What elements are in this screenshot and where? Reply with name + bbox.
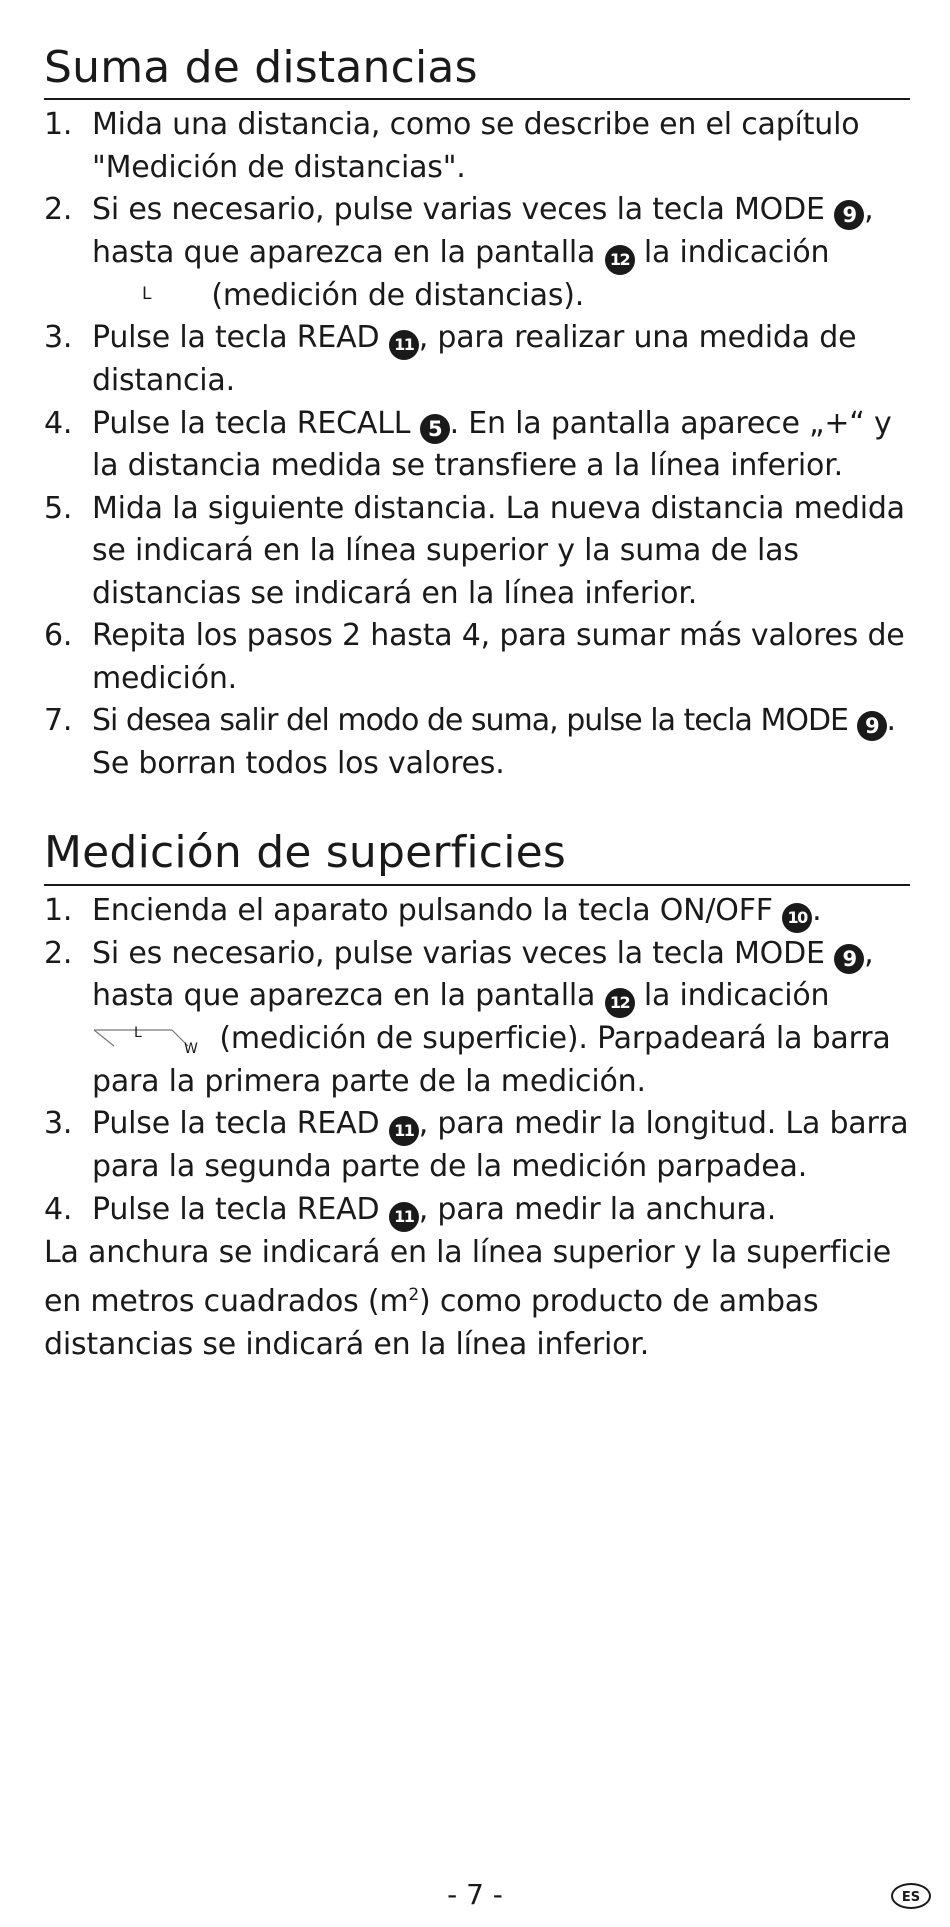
lcd-symbol-w: W [184,1041,198,1058]
section-title: Suma de distancias [44,44,910,100]
step-text: la indicación [634,978,830,1014]
marker-read-icon: 11 [389,1202,419,1232]
step-text: , para medir la longitud. La barra para la segunda parte de la medición parpadea. [92,1106,909,1185]
step-text: Mida una distancia, como se describe en el capítulo "Medición de distancias". [92,107,860,185]
area-mode-icon [92,1020,210,1058]
step-number: 3. [44,1106,73,1142]
step-text: Pulse la tecla READ [92,1106,389,1142]
step-text: . En la pantalla aparece „+“ y la distancia medida se transfiere a la línea inferior. [92,405,892,484]
list-item [44,615,910,700]
list-item [44,1189,910,1232]
step-text: , hasta que aparezca en la pantalla [92,935,874,1014]
step-text: , hasta que aparezca en la pantalla [92,192,874,270]
lcd-symbol-l: L [134,1025,142,1042]
section-medicion-superficies [44,829,910,1366]
step-number: 4. [44,405,73,441]
list-item [44,104,910,189]
result-paragraph [44,1232,910,1367]
step-text: . [812,892,822,928]
step-text: Encienda el aparato pulsando la tecla ON/OFF [92,892,783,928]
step-number: 3. [44,320,73,356]
step-number: 4. [44,1191,73,1227]
step-number: 7. [44,703,73,739]
list-item [44,933,910,1104]
step-text: (medición de distancias). [202,277,585,313]
marker-recall-icon: 5 [420,414,450,444]
step-text: Se borran todos los valores. [92,745,505,781]
step-number: 2. [44,192,73,228]
marker-read-icon: 11 [389,330,419,360]
steps-list [44,104,910,785]
step-number: 1. [44,892,73,928]
marker-mode-icon: 9 [834,944,864,974]
marker-onoff-icon: 10 [782,903,812,933]
step-text: Mida la siguiente distancia. La nueva distancia medida se indicará en la línea superior y la suma de las distancias se indicará en la línea inferior. [92,490,905,611]
list-item [44,403,910,488]
step-text: Si desea salir del modo de suma, pulse la tecla MODE [92,703,857,739]
step-text: , para realizar una medida de distancia. [92,320,857,399]
lcd-symbol-l: L [142,283,152,304]
paragraph-text: ) como producto de ambas distancias se indicará en la línea inferior. [44,1284,819,1362]
step-text: Pulse la tecla RECALL [92,405,420,441]
step-text: . [886,703,896,739]
superscript-2: 2 [408,1285,420,1306]
section-title: Medición de superficies [44,829,910,885]
step-text: la indicación [634,234,830,270]
step-number: 1. [44,107,73,143]
paragraph-text: La anchura se indicará en la línea superior y la superficie en metros cuadrados (m [44,1234,892,1320]
step-text: (medición de superficie). Parpadeará la barra para la primera parte de la medición. [92,1021,891,1099]
step-number: 5. [44,490,73,526]
step-text: Pulse la tecla READ [92,1191,389,1227]
distance-mode-icon [92,277,202,307]
step-text: Si es necesario, pulse varias veces la tecla MODE [92,935,835,971]
step-text: Repita los pasos 2 hasta 4, para sumar más valores de medición. [92,618,905,696]
step-number: 2. [44,935,73,971]
step-number: 6. [44,618,73,654]
marker-display-icon: 12 [605,988,635,1018]
language-badge: ES [891,1883,931,1909]
list-item [44,189,910,317]
list-item [44,890,910,933]
step-text: Si es necesario, pulse varias veces la tecla MODE [92,192,835,228]
marker-display-icon: 12 [605,245,635,275]
list-item [44,1103,910,1189]
list-item [44,488,910,616]
manual-page [44,44,910,1366]
step-text: , para medir la anchura. [418,1191,777,1227]
section-suma-distancias [44,44,910,785]
steps-list [44,890,910,1232]
page-number: - 7 - [447,1878,503,1911]
marker-mode-icon: 9 [834,200,864,230]
marker-mode-icon: 9 [857,711,887,741]
marker-read-icon: 11 [389,1116,419,1146]
list-item [44,317,910,403]
step-text: Pulse la tecla READ [92,320,389,356]
list-item [44,700,910,785]
